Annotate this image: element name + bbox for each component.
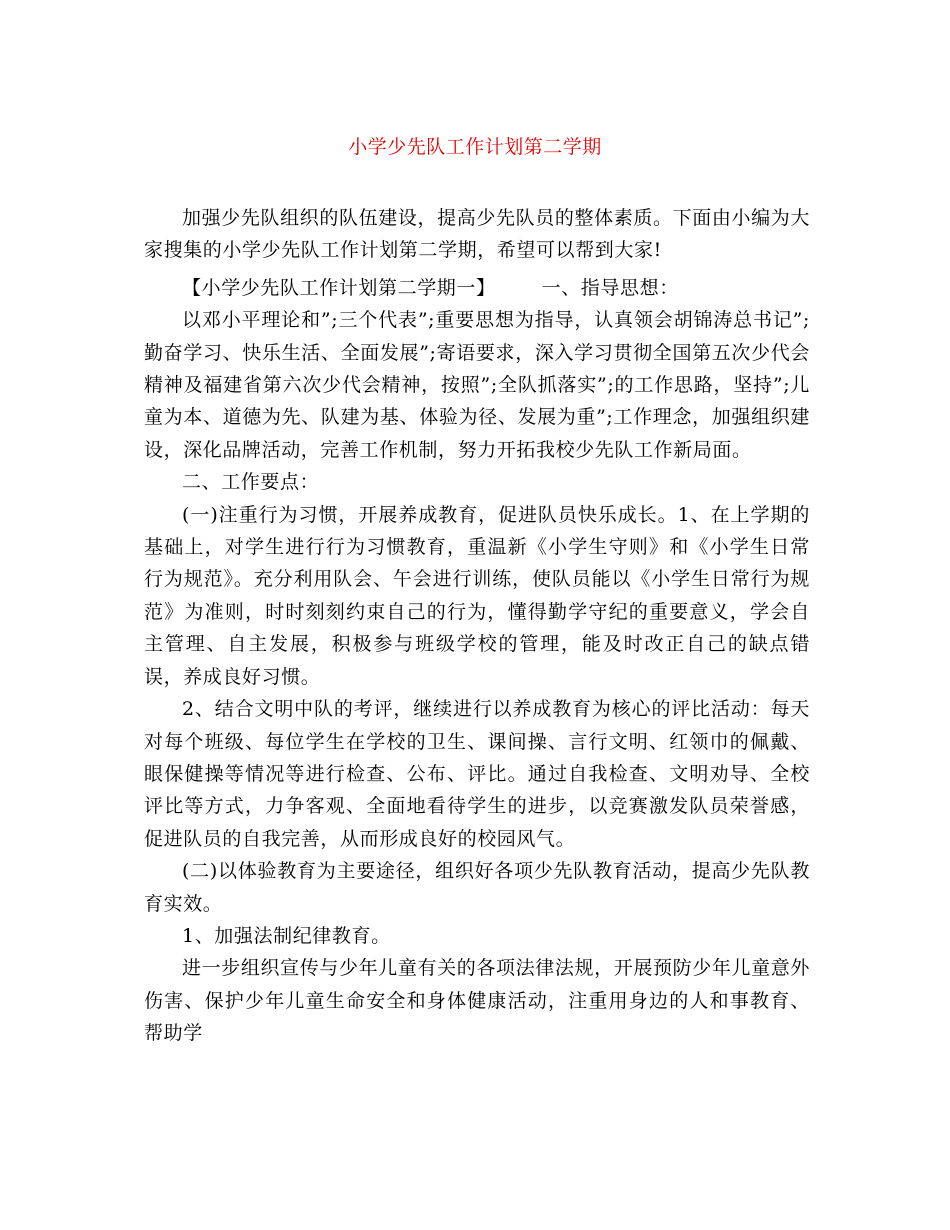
document-title: 小学少先队工作计划第二学期 <box>348 136 602 158</box>
legal-education-paragraph: 进一步组织宣传与少年儿童有关的各项法律法规，开展预防少年儿童意外伤害、保护少年儿童生命安全和身体健康活动，注重用身边的人和事教育、帮助学 <box>144 957 810 1045</box>
work-points-heading: 二、工作要点： <box>182 471 320 494</box>
guiding-thought-heading: 一、指导思想： <box>541 276 679 299</box>
civilized-squad-paragraph: 2、结合文明中队的考评，继续进行以养成教育为核心的评比活动：每天对每个班级、每位学生在学校的卫生、课间操、言行文明、红领巾的佩戴、眼保健操等情况等进行检查、公布、评比。通过自我检查、文明劝导、全校评比等方式，力争客观、全面地看待学生的进步，以竞赛激发队员荣誉感，促进队员的自我完善，从而形成良好的校园风气。 <box>144 698 810 850</box>
experience-education-paragraph: (二)以体验教育为主要途径，组织好各项少先队教育活动，提高少先队教育实效。 <box>144 860 810 915</box>
guiding-thought-paragraph: 以邓小平理论和”;三个代表”;重要思想为指导，认真领会胡锦涛总书记”;勤奋学习、快乐生活、全面发展”;寄语要求，深入学习贯彻全国第五次少代会精神及福建省第六次少代会精神，按照”;全队抓落实”;的工作思路，坚持”;儿童为本、道德为先、队建为基、体验为径、发展为重”;工作理念，加强组织建设，深化品牌活动，完善工作机制，努力开拓我校少先队工作新局面。 <box>144 309 810 461</box>
legal-education-heading: 1、加强法制纪律教育。 <box>182 924 391 947</box>
plan-heading: 【小学少先队工作计划第二学期一】 <box>182 276 496 299</box>
document-body <box>144 202 810 1050</box>
behavior-habits-paragraph: (一)注重行为习惯，开展养成教育，促进队员快乐成长。1、在上学期的基础上，对学生进行行为习惯教育，重温新《小学生守则》和《小学生日常行为规范》。充分利用队会、午会进行训练，使队员能以《小学生日常行为规范》为准则，时时刻刻约束自己的行为，懂得勤学守纪的重要意义，学会自主管理、自主发展，积极参与班级学校的管理，能及时改正自己的缺点错误，养成良好习惯。 <box>144 503 810 688</box>
intro-paragraph: 加强少先队组织的队伍建设，提高少先队员的整体素质。下面由小编为大家搜集的小学少先队工作计划第二学期，希望可以帮到大家! <box>144 207 810 262</box>
section-heading-line <box>144 272 810 304</box>
